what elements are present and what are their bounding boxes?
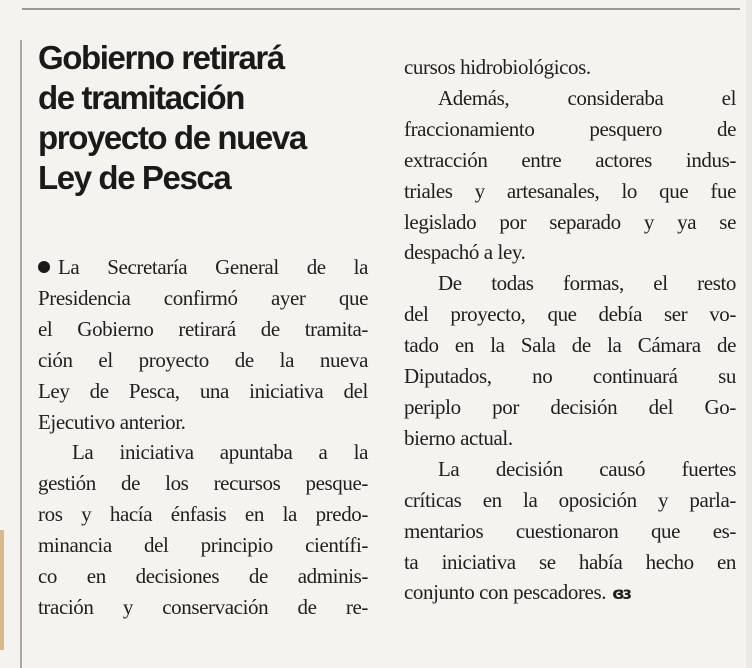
text-line: triales y artesanales, lo que fue	[404, 178, 736, 203]
headline-line: proyecto de nueva	[38, 119, 306, 156]
page-edge	[746, 0, 752, 668]
text-line: despachó a ley.	[404, 240, 526, 265]
headline-line: Gobierno retirará	[38, 39, 284, 76]
text-line-content: conjunto con pescadores.	[404, 580, 607, 605]
text-line: fraccionamiento pesquero de	[404, 116, 736, 141]
text-line	[38, 252, 368, 283]
headline-line: Ley de Pesca	[38, 159, 231, 196]
text-line: cursos hidrobiológicos.	[404, 55, 591, 79]
text-line: bierno actual.	[404, 425, 513, 450]
text-line: Ley de Pesca, una iniciativa del	[38, 378, 368, 403]
text-line: Ejecutivo anterior.	[38, 409, 186, 434]
text-line: ta iniciativa se había hecho en	[404, 549, 736, 574]
headline-line: de tramitación	[38, 79, 244, 116]
text-line: Diputados, no continuará su	[404, 364, 736, 389]
adjacent-page-edge	[0, 530, 4, 650]
text-line: críticas en la oposición y parla-	[404, 487, 736, 512]
text-line: La iniciativa apuntaba a la	[72, 440, 368, 465]
text-line: minancia del principio científi-	[38, 533, 368, 558]
text-line: co en decisiones de adminis-	[38, 564, 368, 589]
text-line: La decisión causó fuertes	[438, 456, 736, 481]
text-line: Además, consideraba el	[438, 85, 736, 110]
text-line: mentarios cuestionaron que es-	[404, 518, 736, 543]
column-rule	[20, 40, 22, 668]
text-line: ción el proyecto de la nueva	[38, 347, 368, 372]
bullet-icon	[38, 261, 50, 273]
text-line: extracción entre actores indus-	[404, 147, 736, 172]
text-line-content: La Secretaría General de la	[58, 255, 368, 279]
article-column-right	[404, 52, 736, 610]
text-line: De todas formas, el resto	[438, 271, 736, 296]
text-line: el Gobierno retirará de tramita-	[38, 316, 368, 341]
text-line: legislado por separado y ya se	[404, 209, 736, 234]
text-line: gestión de los recursos pesque-	[38, 471, 368, 496]
text-line: del proyecto, que debía ser vo-	[404, 302, 736, 327]
text-line: tado en la Sala de la Cámara de	[404, 333, 736, 358]
text-line	[404, 577, 736, 610]
article-headline	[38, 38, 383, 198]
text-line: Presidencia confirmó ayer que	[38, 285, 368, 310]
text-line: tración y conservación de re-	[38, 594, 368, 619]
article-column-left	[38, 252, 368, 623]
text-line: periplo por decisión del Go-	[404, 394, 736, 419]
top-rule	[22, 8, 740, 10]
end-mark-icon: ɞɜ	[612, 584, 630, 605]
text-line: ros y hacía énfasis en la predo-	[38, 502, 368, 527]
